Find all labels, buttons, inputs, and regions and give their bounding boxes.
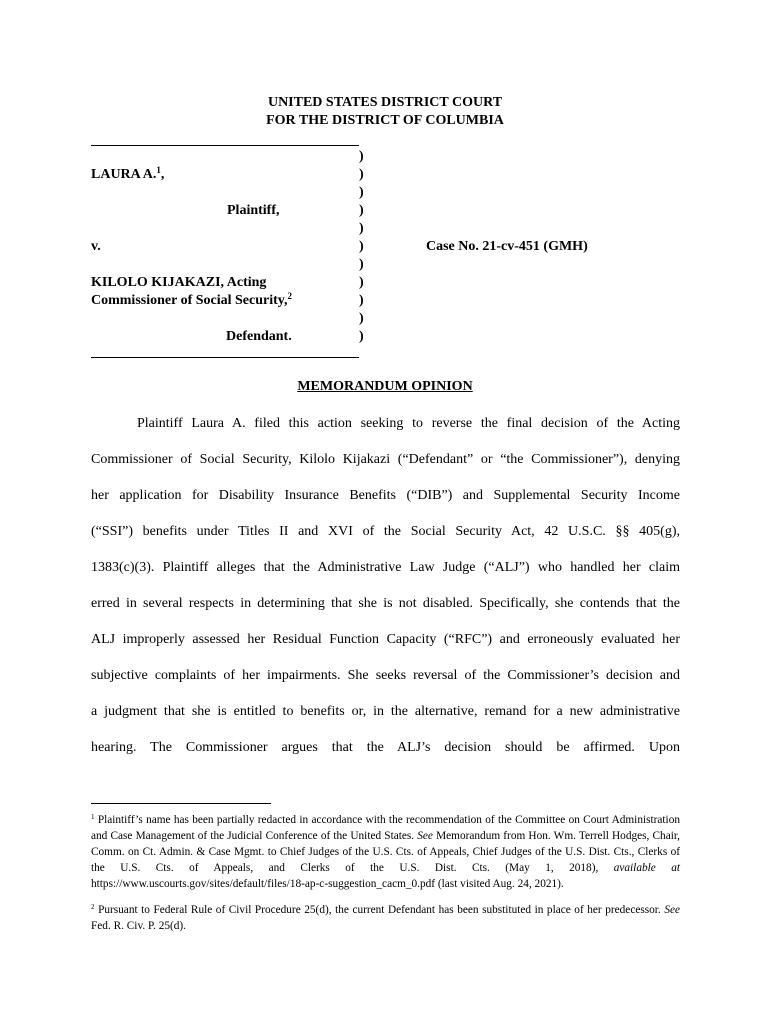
body-line: 1383(c)(3). Plaintiff alleges that the Administrative Law Judge (“ALJ”) who handled her claim	[91, 560, 680, 575]
court-name-line1: UNITED STATES DISTRICT COURT	[267, 95, 503, 110]
body-line: Plaintiff Laura A. filed this action seeking to reverse the final decision of the Acting	[137, 416, 680, 431]
footnote-1-text-a: Plaintiff’s name has been partially redacted in accordance with the recommendation of the Committee on Court Administration and Case Management of the Judicial Conference of the United States.	[91, 814, 680, 842]
footnote-separator	[91, 803, 271, 804]
footnote-ref-2: 2	[287, 291, 293, 301]
body-line: a judgment that she is entitled to benefits or, in the alternative, remand for a new administrative	[91, 704, 680, 719]
footnote-1-available-at: available at	[613, 862, 680, 874]
plaintiff-name-text: LAURA A.	[91, 167, 157, 182]
caption-bottom-rule	[91, 357, 359, 358]
footnote-1-url-text: https://www.uscourts.gov/sites/default/files/18-ap-c-suggestion_cacm_0.pdf (last visited Aug. 24, 2021).	[91, 878, 564, 890]
versus-label: v.	[91, 239, 101, 254]
defendant-role: Defendant.	[226, 329, 292, 344]
body-line: ALJ improperly assessed her Residual Function Capacity (“RFC”) and erroneously evaluated her	[91, 632, 680, 647]
memorandum-heading: MEMORANDUM OPINION	[297, 379, 473, 394]
footnote-2-text-a: Pursuant to Federal Rule of Civil Procedure 25(d), the current Defendant has been substituted in place of her predecessor.	[98, 904, 661, 916]
body-line: her application for Disability Insurance Benefits (“DIB”) and Supplemental Security Income	[91, 488, 680, 503]
caption-parentheses: ) ) ) ) ) ) ) ) ) ) )	[359, 149, 364, 344]
footnote-1-number: 1	[91, 813, 95, 821]
defendant-name-line1: KILOLO KIJAKAZI, Acting	[91, 275, 267, 290]
court-name-line2: FOR THE DISTRICT OF COLUMBIA	[266, 113, 504, 128]
footnote-2-text-b: Fed. R. Civ. P. 25(d).	[91, 920, 186, 932]
plaintiff-role: Plaintiff,	[227, 203, 280, 218]
body-line: Commissioner of Social Security, Kilolo Kijakazi (“Defendant” or “the Commissioner”), denying	[91, 452, 680, 467]
body-line: hearing. The Commissioner argues that the ALJ’s decision should be affirmed. Upon	[91, 740, 680, 755]
footnote-1-see-signal: See	[417, 830, 433, 842]
body-line: (“SSI”) benefits under Titles II and XVI of the Social Security Act, 42 U.S.C. §§ 405(g),	[91, 524, 680, 539]
case-number: Case No. 21-cv-451 (GMH)	[426, 239, 588, 254]
plaintiff-name-suffix: ,	[160, 167, 165, 182]
footnote-2-number: 2	[91, 903, 95, 911]
plaintiff-name	[91, 166, 164, 184]
defendant-name-line2-text: Commissioner of Social Security,	[91, 293, 288, 308]
caption-top-rule	[91, 145, 359, 146]
defendant-name-line2	[91, 292, 292, 310]
footnote-2-see-signal: See	[664, 904, 681, 916]
body-line: erred in several respects in determining that she is not disabled. Specifically, she contends that the	[91, 596, 680, 611]
footnote-ref-1: 1	[156, 165, 161, 175]
footnote-1	[91, 812, 680, 892]
footnote-2	[91, 902, 680, 934]
body-line: subjective complaints of her impairments. She seeks reversal of the Commissioner’s decision and	[91, 668, 680, 683]
footnote-1-text-b: Memorandum from Hon. Wm. Terrell Hodges, Chair, Comm. on Ct. Admin. & Case Mgmt. to Chief Judges of the U.S. Cts. of Appeals, Chief Judges of the U.S. Dist. Cts., Clerks of the U.S. Cts. of Appeals, and Clerks of the U.S. Dist. Cts. (May 1, 2018),	[91, 830, 680, 874]
